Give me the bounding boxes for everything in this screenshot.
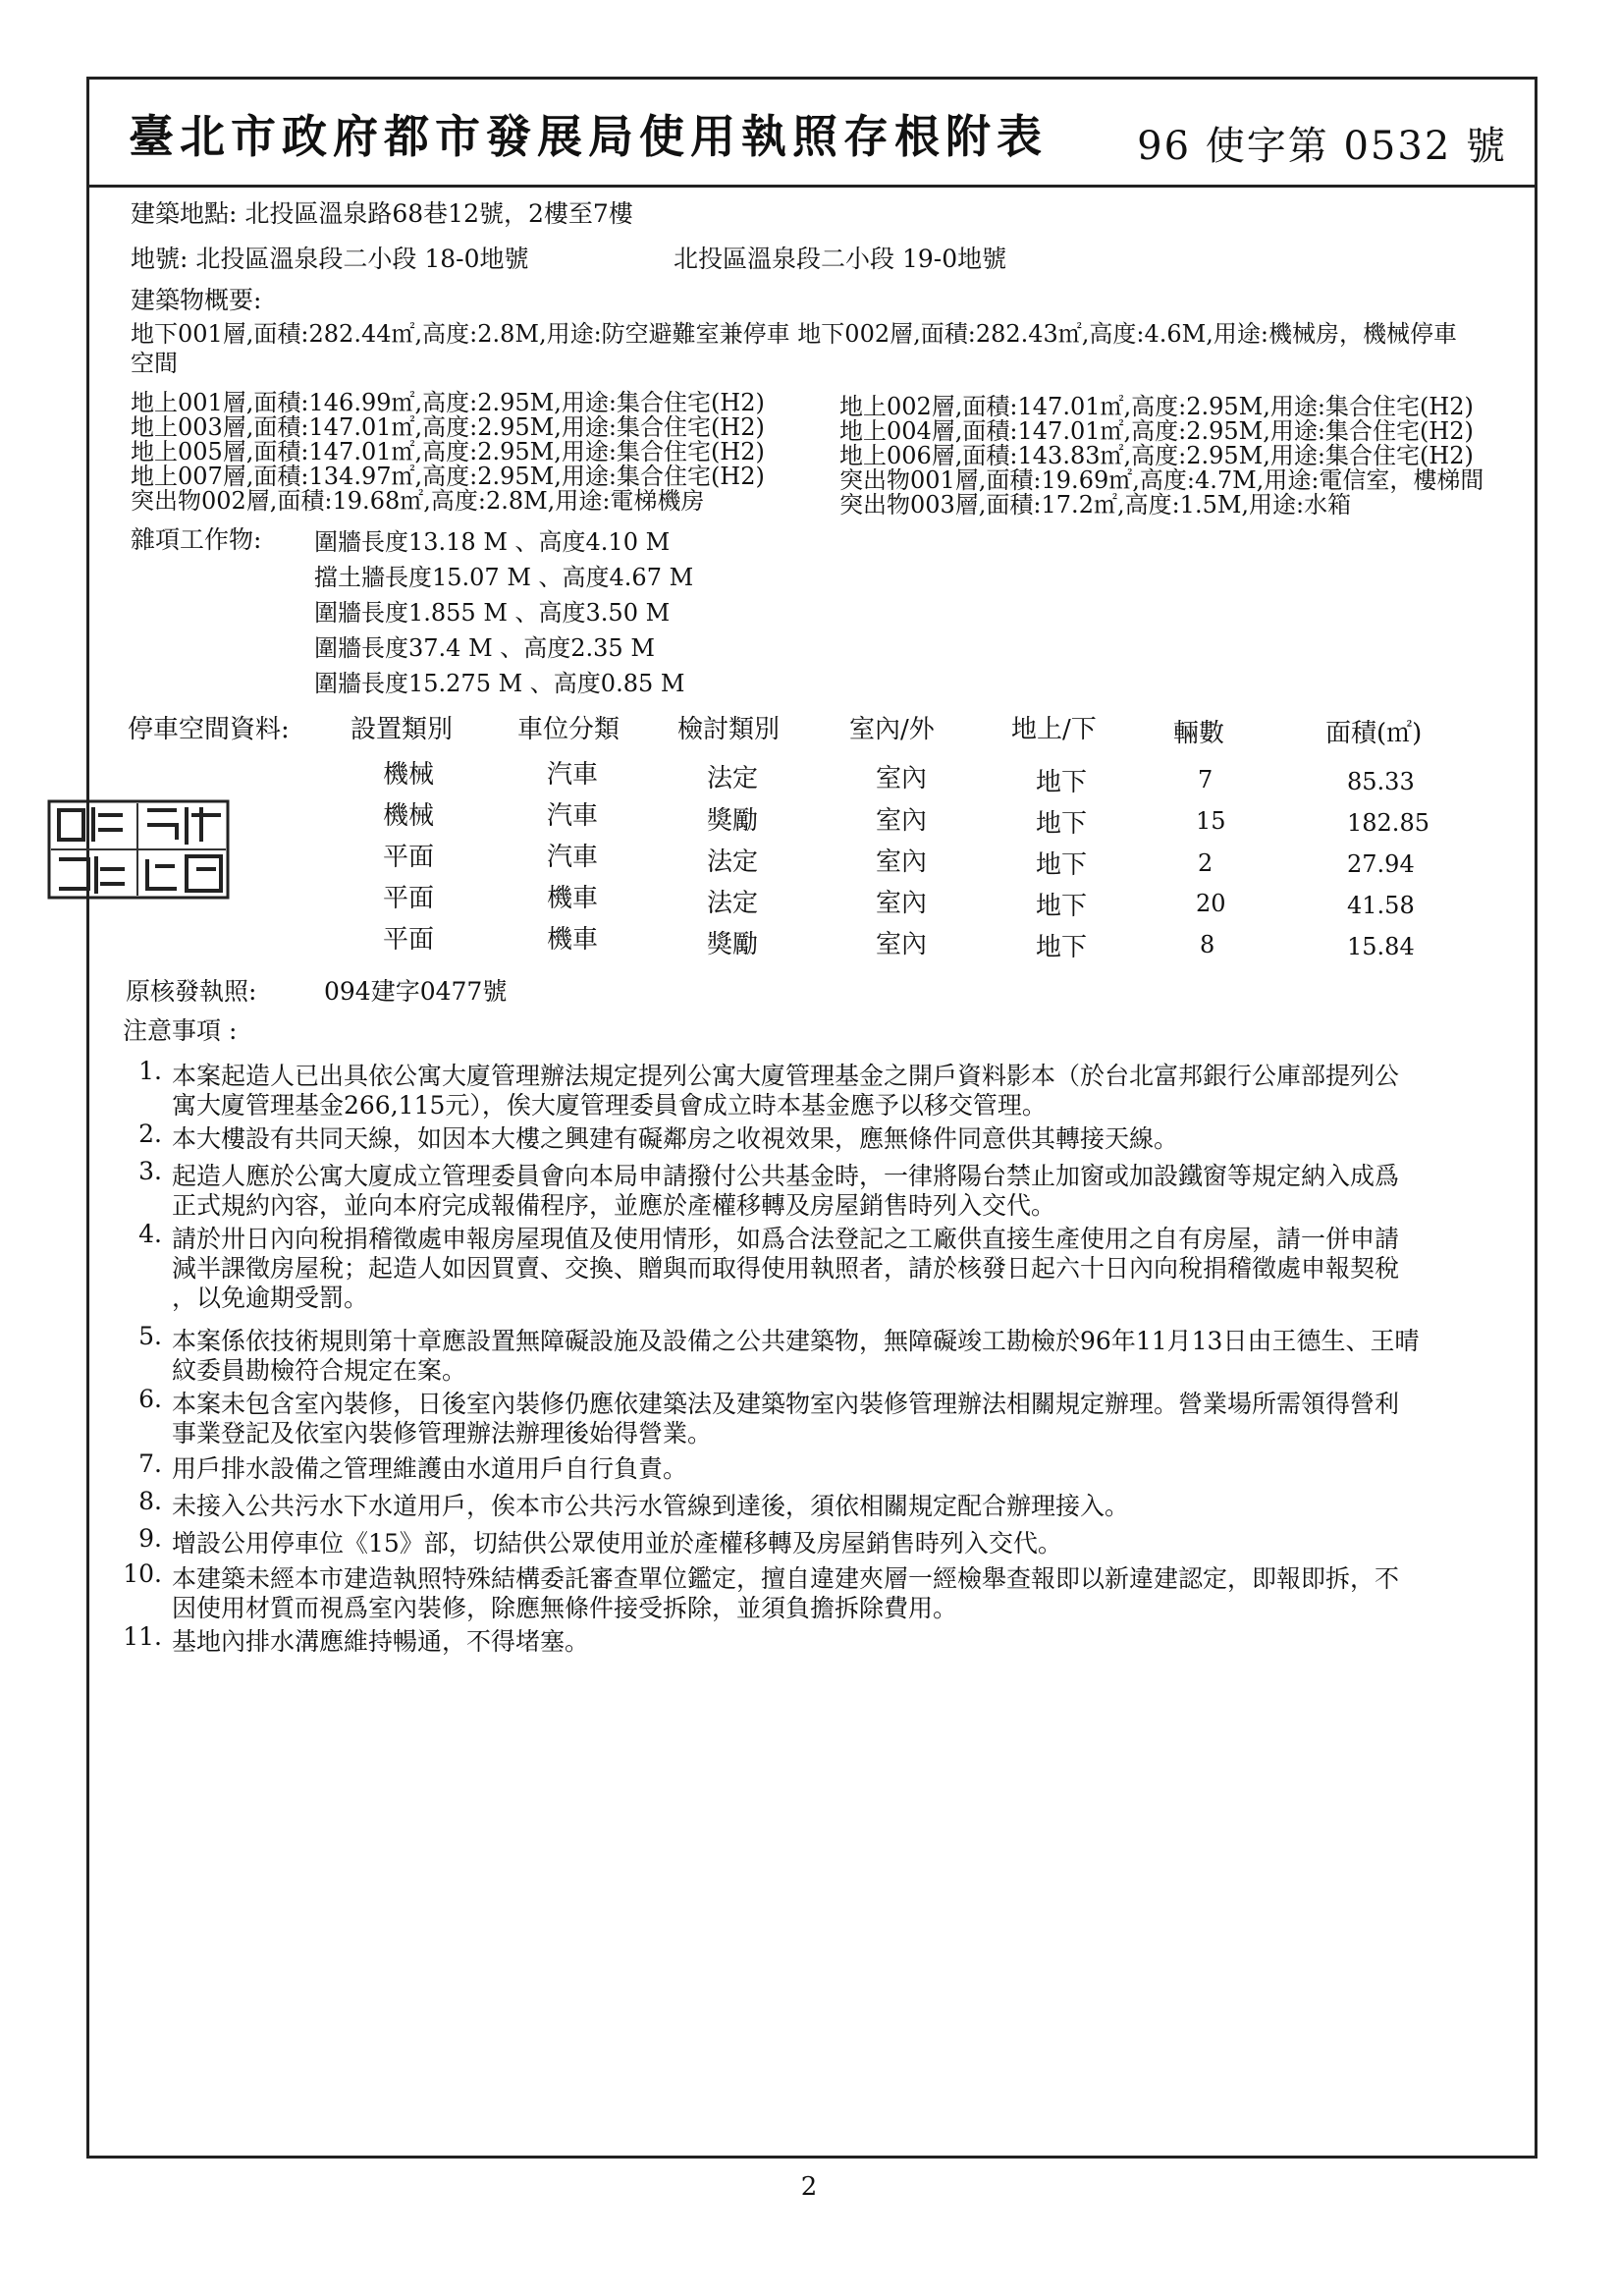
note-line: 紋委員勘檢符合規定在案。 [172,1356,467,1385]
column-header: 車位分類 [517,715,620,744]
original-permit-label: 原核發執照: [126,977,257,1006]
note-number: 5. [138,1322,162,1350]
table-cell: 法定 [707,764,759,793]
note-number: 9. [138,1524,162,1553]
table-cell: 法定 [707,847,759,877]
note-line: 本大樓設有共同天線，如因本大樓之興建有礙鄰房之收視效果，應無條件同意供其轉接天線。 [172,1124,1179,1153]
note-line: 減半課徵房屋稅；起造人如因買賣、交換、贈與而取得使用執照者，請於核發日起六十日內向稅捐稽徵處申報契稅 [172,1254,1400,1283]
table-cell: 獎勵 [707,930,759,959]
note-number: 6. [138,1385,162,1413]
basement-line: 地下001層,面積:282.44㎡,高度:2.8M,用途:防空避難室兼停車 地下002層,面積:282.43㎡,高度:4.6M,用途:機械房，機械停車 [131,320,1457,348]
note-line: ，以免逾期受罰。 [172,1284,369,1312]
misc-item: 圍牆長度15.275 M 、高度0.85 M [314,670,685,697]
floor-entry: 地上002層,面積:147.01㎡,高度:2.95M,用途:集合住宅(H2) [839,393,1474,420]
note-line: 基地內排水溝應維持暢通，不得堵塞。 [172,1627,590,1656]
table-cell: 27.94 [1347,850,1415,878]
table-cell: 地下 [1036,850,1088,880]
floor-entry: 突出物003層,面積:17.2㎡,高度:1.5M,用途:水箱 [839,491,1352,519]
table-cell: 20 [1196,890,1226,917]
floor-entry: 突出物002層,面積:19.68㎡,高度:2.8M,用途:電梯機房 [131,487,705,515]
table-cell: 獎勵 [707,806,759,836]
table-cell: 41.58 [1347,892,1415,919]
note-line: 本案係依技術規則第十章應設置無障礙設施及設備之公共建築物，無障礙竣工勘檢於96年11月13日由王德生、王晴 [172,1327,1420,1355]
note-line: 增設公用停車位《15》部，切結供公眾使用並於產權移轉及房屋銷售時列入交代。 [172,1529,1062,1558]
column-header: 檢討類別 [677,715,781,744]
note-number: 1. [138,1057,162,1085]
table-cell: 汽車 [547,760,599,790]
official-seal-stamp [39,795,236,903]
lot-number: 地號: 北投區溫泉段二小段 18-0地號 [131,245,529,273]
floor-entry: 地上003層,面積:147.01㎡,高度:2.95M,用途:集合住宅(H2) [131,413,765,441]
table-cell: 室內 [876,930,928,959]
table-cell: 7 [1198,766,1214,793]
table-cell: 室內 [876,764,928,793]
table-cell: 室內 [876,889,928,918]
column-header: 設置類別 [351,715,454,744]
floor-entry: 地上001層,面積:146.99㎡,高度:2.95M,用途:集合住宅(H2) [131,389,765,416]
table-cell: 機車 [547,884,599,913]
floor-entry: 地上007層,面積:134.97㎡,高度:2.95M,用途:集合住宅(H2) [131,463,765,490]
lot-number-second: 北投區溫泉段二小段 19-0地號 [674,245,1007,273]
floor-entry: 地上006層,面積:143.83㎡,高度:2.95M,用途:集合住宅(H2) [839,442,1474,469]
column-header: 面積(㎡) [1325,719,1423,748]
note-number: 7. [138,1449,162,1478]
table-cell: 地下 [1036,768,1088,797]
note-number: 10. [123,1559,162,1588]
note-line: 未接入公共污水下水道用戶，俟本市公共污水管線到達後，須依相關規定配合辦理接入。 [172,1492,1130,1520]
misc-item: 圍牆長度37.4 M 、高度2.35 M [314,634,655,662]
note-line: 寓大廈管理基金266,115元），俟大廈管理委員會成立時本基金應予以移交管理。 [172,1091,1047,1120]
table-cell: 地下 [1036,933,1088,962]
note-line: 請於卅日內向稅捐稽徵處申報房屋現值及使用情形，如爲合法登記之工廠供直接生產使用之自有房屋，請一併申請 [172,1225,1400,1253]
note-line: 因使用材質而視爲室內裝修，除應無條件接受拆除，並須負擔拆除費用。 [172,1594,958,1622]
parking-heading: 停車空間資料: [128,715,290,744]
column-header: 輛數 [1173,719,1225,748]
misc-item: 擋土牆長度15.07 M 、高度4.67 M [314,564,694,591]
note-line: 事業登記及依室內裝修管理辦法辦理後始得營業。 [172,1419,713,1448]
floor-entry: 地上005層,面積:147.01㎡,高度:2.95M,用途:集合住宅(H2) [131,438,765,465]
table-cell: 地下 [1036,809,1088,839]
misc-item: 圍牆長度13.18 M 、高度4.10 M [314,528,671,556]
notes-heading: 注意事項 : [123,1016,238,1045]
note-line: 用戶排水設備之管理維護由水道用戶自行負責。 [172,1454,688,1483]
table-cell: 室內 [876,806,928,836]
table-cell: 15.84 [1347,933,1415,960]
overview-heading: 建築物概要: [131,286,262,314]
page-number: 2 [800,2172,818,2202]
table-cell: 地下 [1036,892,1088,921]
note-number: 8. [138,1487,162,1515]
note-number: 11. [123,1622,162,1651]
table-cell: 2 [1198,849,1214,877]
table-cell: 15 [1196,807,1226,835]
table-cell: 機械 [383,801,435,831]
note-number: 3. [138,1157,162,1185]
table-cell: 182.85 [1347,809,1429,837]
table-cell: 平面 [383,843,435,872]
column-header: 地上/下 [1011,715,1097,744]
note-number: 2. [138,1120,162,1148]
note-line: 本案未包含室內裝修，日後室內裝修仍應依建築法及建築物室內裝修管理辦法相關規定辦理。營業場所需領得營利 [172,1390,1400,1418]
misc-heading: 雜項工作物: [131,525,262,554]
column-header: 室內/外 [849,715,935,744]
table-cell: 平面 [383,925,435,955]
table-cell: 85.33 [1347,768,1415,795]
table-cell: 汽車 [547,801,599,831]
document-title: 臺北市政府都市發展局使用執照存根附表 [129,110,1048,163]
note-number: 4. [138,1220,162,1248]
note-line: 本建築未經本市建造執照特殊結構委託審查單位鑑定，擅自違建夾層一經檢舉查報即以新違建認定，即報即拆，不 [172,1564,1400,1593]
note-line: 起造人應於公寓大廈成立管理委員會向本局申請撥付公共基金時，一律將陽台禁止加窗或加設鐵窗等規定納入成爲 [172,1162,1400,1190]
table-cell: 平面 [383,884,435,913]
note-line: 正式規約內容，並向本府完成報備程序，並應於產權移轉及房屋銷售時列入交代。 [172,1191,1056,1220]
site-address: 建築地點: 北投區溫泉路68巷12號，2樓至7樓 [131,199,633,228]
table-cell: 機械 [383,760,435,790]
floor-entry: 地上004層,面積:147.01㎡,高度:2.95M,用途:集合住宅(H2) [839,417,1474,445]
floor-entry: 突出物001層,面積:19.69㎡,高度:4.7M,用途:電信室，樓梯間 [839,466,1484,494]
table-cell: 8 [1200,931,1215,958]
basement-line-cont: 空間 [131,350,178,377]
table-cell: 室內 [876,847,928,877]
table-cell: 法定 [707,889,759,918]
table-cell: 機車 [547,925,599,955]
title-band [89,80,1535,188]
note-line: 本案起造人已出具依公寓大廈管理辦法規定提列公寓大廈管理基金之開戶資料影本（於台北富邦銀行公庫部提列公 [172,1062,1400,1090]
table-cell: 汽車 [547,843,599,872]
original-permit-value: 094建字0477號 [324,977,508,1006]
misc-item: 圍牆長度1.855 M 、高度3.50 M [314,599,671,627]
permit-number: 96 使字第 0532 號 [1137,124,1507,169]
